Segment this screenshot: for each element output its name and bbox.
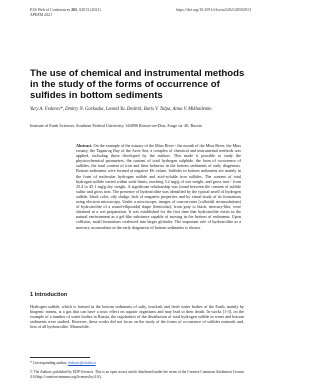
abstract: [76, 143, 241, 230]
running-header: [30, 7, 101, 17]
author-list: Yury A. Fedorov*, Dmitry N. Garkusha, Leonid Yu. Dmitrik, Boris V. Talpa, Anna V. Mikhailenko: [30, 107, 212, 112]
section-heading: 1 Introduction: [30, 292, 68, 298]
license-notice: © The Authors, published by EDP Sciences. This is an open access article distributed under the terms of the Creative Commons Attribution License 4.0 (http://creativecommons.org/licenses/by/4.0/).: [30, 370, 244, 379]
paper-title: The use of chemical and instrumental methods in the study of the forms of occurrence of sulfides in bottom sediments: [30, 68, 245, 101]
article-number: , 02013 (2021): [77, 7, 101, 12]
footnote-divider: [30, 357, 90, 358]
conference-series: APEEM 2021: [30, 12, 53, 17]
conference-name: E3S Web of Conferences: [30, 7, 71, 12]
author-email-link[interactable]: fedorov@sfedu.ru: [68, 361, 96, 365]
doi-link[interactable]: https://doi.org/10.1051/e3sconf/202126502013: [175, 7, 251, 12]
introduction-text: Hydrogen sulfide, which is formed in the bottom sediments of salty, brackish and fresh water bodies of the Earth, mainly by biogenic means, is a gas that can have a toxic effect on aquatic organisms and may lead to their death. In works [1-3], on the example of a number of water bodies in Russia, the regularities of the distribution of total hydrogen sulfide in water and bottom sediments were studied. However, these works did not focus on the study of the forms of occurrence of sulfides minerals and, first of all hydrotroilite. Meanwhile,: [30, 304, 244, 330]
footnote: [30, 361, 96, 366]
abstract-label: Abstract.: [76, 143, 93, 148]
volume-number: 265: [71, 7, 78, 12]
footnote-label: * Corresponding author:: [30, 361, 69, 365]
abstract-text: On the example of the estuary of the Mius River - the mouth of the Mius River, the Mius estuary, the Taganrog Bay of the Azov Sea, a complex of chemical and instrumental methods was applied, including those developed by the authors. This made it possible to study the physicochemical parameters, the content of total hydrogen sulphide, the form of occurrence of sulfides, the total content of iron and their behavior in the bottom sediments of early diagenesis. Bottom sediments were formed at negative Eh values. Sulfides in bottom sediments are mainly in the form of molecular hydrogen sulfide and acid-soluble iron sulfides. The content of total hydrogen sulfide varied within wide limits, reaching 3.2 mg/g of wet weight, and gross iron - from 25.4 to 45.1 mg/g dry weight. A significant relationship was found between the content of sulfide sulfur and gross iron. The presence of hydrotroilite was identified by the typical smell of hydrogen sulfide, black color, oily sludge, lack of magnetic properties and by visual study of its formations using electron microscopy. Under a microscope, images of coarcervates (colloidal accumulations) of hydrotroilite of a round-ellipsoidal shape (lenticular), from gray to black, mercury-like, were obtained at a wet preparation. It was established for the first time that hydrotroilite exists in the natural environment as a gel-like substance capable of moving in the bottom of sediments. Upon collision, small formations coalesced into larger globules. The important role of hydrotroilite as a mercury accumulator in the early diagenesis of bottom sediments is shown.: [76, 143, 241, 230]
affiliation: Institute of Earth Sciences, Southern Federal University, 344090 Rostov-on-Don, Zorge str. 40, Russia: [30, 123, 202, 128]
